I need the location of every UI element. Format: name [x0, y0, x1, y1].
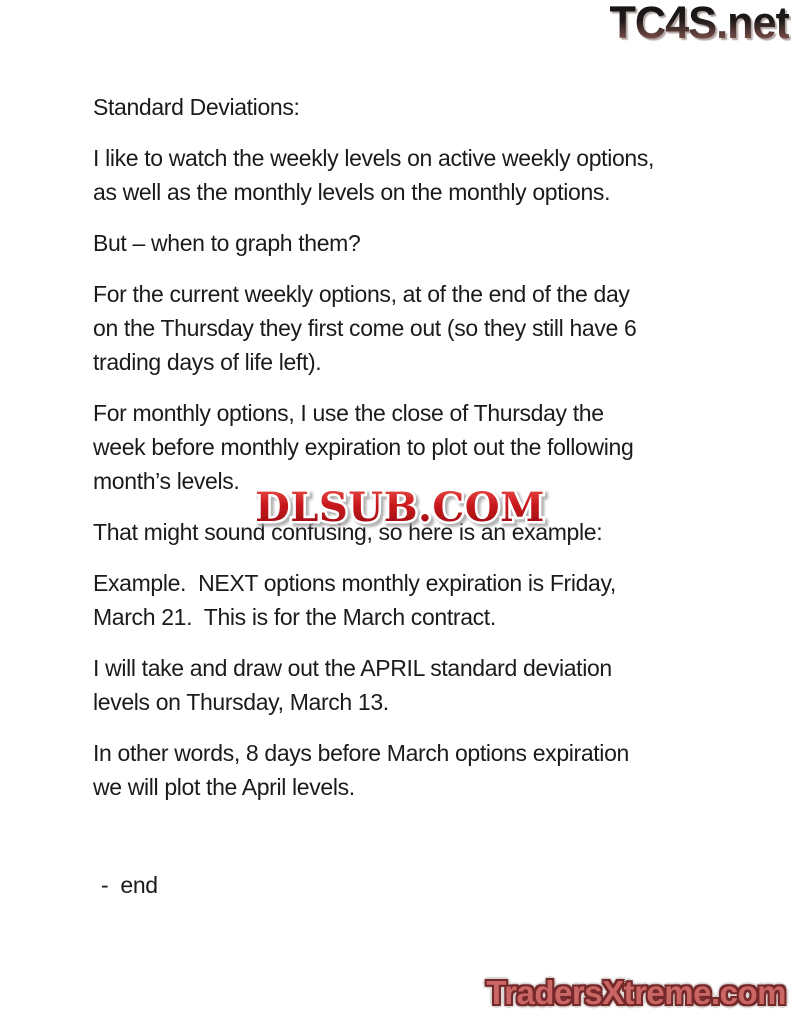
text-line: That might sound confusing, so here is an example: [93, 519, 603, 545]
text-line: trading days of life left). [93, 349, 322, 375]
dlsub-watermark [245, 478, 555, 536]
text-line: we will plot the April levels. [93, 774, 355, 800]
text-line: For monthly options, I use the close of Thursday the [93, 400, 604, 426]
tc4s-logo [609, 0, 789, 49]
end-marker: - end [101, 872, 158, 898]
text-line: For the current weekly options, at of the end of the day [93, 281, 630, 307]
dlsub-watermark-text: DLSUB.COM [255, 484, 545, 531]
paragraph [93, 736, 753, 804]
paragraph [93, 277, 753, 379]
paragraph [93, 651, 753, 719]
paragraph [93, 226, 753, 260]
text-line: But – when to graph them? [93, 230, 361, 256]
text-line: levels on Thursday, March 13. [93, 689, 389, 715]
paragraph [93, 566, 753, 634]
text-line: I like to watch the weekly levels on active weekly options, [93, 145, 655, 171]
text-line: Standard Deviations: [93, 94, 300, 120]
text-line: March 21. This is for the March contract. [93, 604, 496, 630]
tradersxtreme-watermark-text: TradersXtreme.com [486, 974, 786, 1011]
text-line: month’s levels. [93, 468, 240, 494]
text-line: In other words, 8 days before March options expiration [93, 740, 629, 766]
text-line: as well as the monthly levels on the monthly options. [93, 179, 611, 205]
text-line: Example. NEXT options monthly expiration is Friday, [93, 570, 616, 596]
paragraph [93, 141, 753, 209]
text-line: on the Thursday they first come out (so they still have 6 [93, 315, 637, 341]
text-line: I will take and draw out the APRIL standard deviation [93, 655, 612, 681]
tradersxtreme-watermark [486, 974, 786, 1012]
text-line: week before monthly expiration to plot out the following [93, 434, 634, 460]
tc4s-logo-text: TC4S.net [609, 0, 789, 48]
paragraph-heading [93, 90, 753, 124]
